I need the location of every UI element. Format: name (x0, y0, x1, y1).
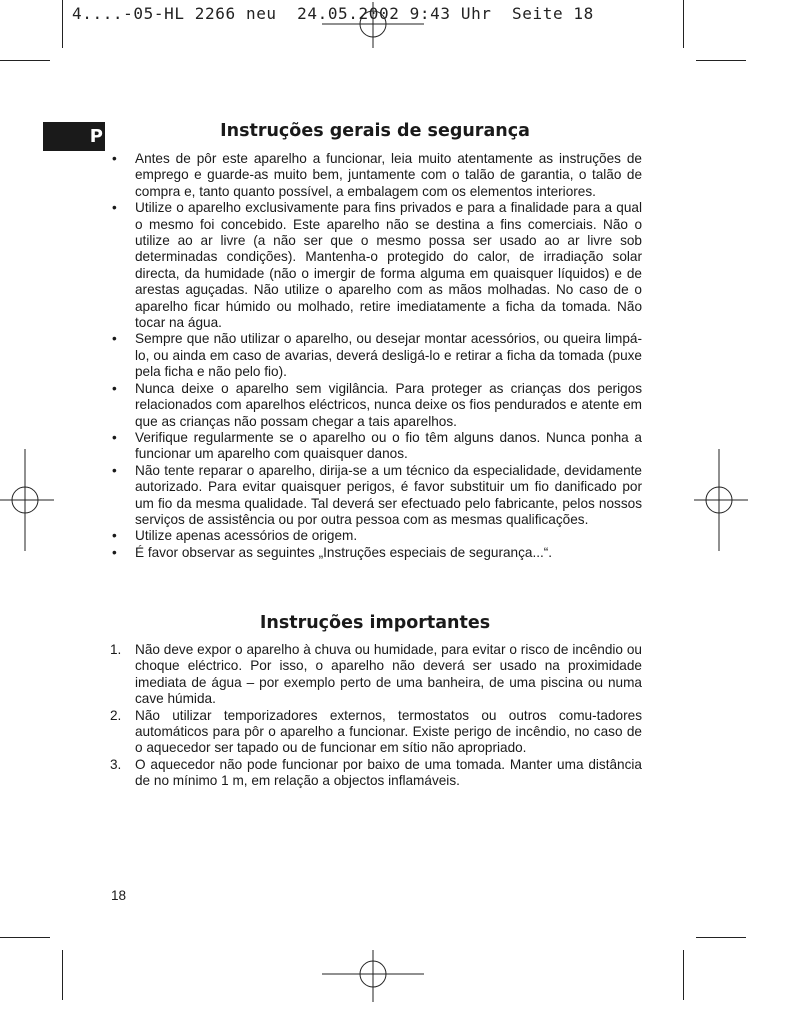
crop-mark (696, 60, 746, 61)
registration-target-icon (322, 950, 424, 1002)
list-item: • Nunca deixe o aparelho sem vigilância. Para proteger as crianças dos perigos relacionados com aparelhos eléctricos, nunca deixe os fios pendurados e atente em que as crianças não possam chegar a tais aparelhos. (112, 380, 642, 429)
list-item: • Não tente reparar o aparelho, dirija-se a um técnico da especialidade, devidamente autorizado. Para evitar quaisquer perigos, é favor substituir um fio danificado por um fio da mesma qualidade. Tal deverá ser efectuado pelo fabricante, pelos nossos serviços de assistência ou por outra pessoa com as mesmas qualificações. (112, 462, 642, 527)
list-item: • É favor observar as seguintes „Instruções especiais de segurança...“. (112, 544, 553, 560)
registration-target-icon (0, 449, 54, 551)
crop-mark (0, 937, 50, 938)
list-item: • Antes de pôr este aparelho a funcionar, leia muito atentamente as instruções de emprego e guarde-as muito bem, juntamente com o talão de garantia, o talão de compra e, tanto quanto possível, a embalagem com os elementos interiores. (112, 151, 642, 199)
crop-mark (696, 937, 746, 938)
important-list (110, 642, 642, 790)
important-heading: Instruções importantes (259, 613, 491, 633)
crop-mark (0, 60, 50, 61)
list-item: • Utilize o aparelho exclusivamente para fins privados e para a finalidade para a qual o mesmo foi concebido. Este aparelho não se destina a fins comerciais. Não o utilize ao ar livre (a não ser que o mesmo possa ser usado ao ar livre sob determinadas condições). Mantenha-o protegido do calor, de irradiação solar directa, da humidade (não o imergir de forma alguma em quaisquer líquidos) e de arestas aguçadas. Não utilize o aparelho com as mãos molhadas. No caso de o aparelho ficar húmido ou molhado, retire imediatamente a ficha da tomada. Não tocar na água. (112, 200, 642, 331)
safety-list (110, 151, 642, 561)
page-number: 18 (111, 888, 127, 903)
list-item: • Utilize apenas acessórios de origem. (112, 528, 358, 544)
registration-target-icon (694, 449, 748, 551)
safety-heading: Instruções gerais de segurança (220, 121, 530, 141)
list-item: • Verifique regularmente se o aparelho ou o fio têm alguns danos. Nunca ponha a funcionar um aparelho com quaisquer danos. (112, 429, 642, 462)
crop-mark (683, 0, 684, 48)
list-item: 1. Não deve expor o aparelho à chuva ou humidade, para evitar o risco de incêndio ou choque eléctrico. Por isso, o aparelho não deverá ser usado na proximidade imediata de água – por exemplo perto de uma banheira, de uma piscina ou numa cave húmida. (110, 642, 642, 707)
print-slug: 4....-05-HL 2266 neu 24.05.2002 9:43 Uhr Seite 18 (72, 4, 594, 23)
list-item: 3. O aquecedor não pode funcionar por baixo de uma tomada. Manter uma distância de no mínimo 1 m, em relação a objectos inflamáveis. (110, 756, 642, 789)
list-item: 2. Não utilizar temporizadores externos, termostatos ou outros comu-tadores automáticos para pôr o aparelho a funcionar. Existe perigo de incêndio, no caso de o aquecedor ser tapado ou de funcionar em sítio não apropriado. (110, 707, 642, 756)
crop-mark (62, 950, 63, 1000)
registration-target-icon (322, 2, 424, 48)
crop-mark (62, 0, 63, 48)
language-tab: P (43, 122, 105, 151)
crop-mark (683, 950, 684, 1000)
list-item: • Sempre que não utilizar o aparelho, ou desejar montar acessórios, ou queira limpá-lo, ou ainda em caso de avarias, deverá desligá-lo e retirar a ficha da tomada (puxe pela ficha e não pelo fio). (112, 331, 642, 380)
